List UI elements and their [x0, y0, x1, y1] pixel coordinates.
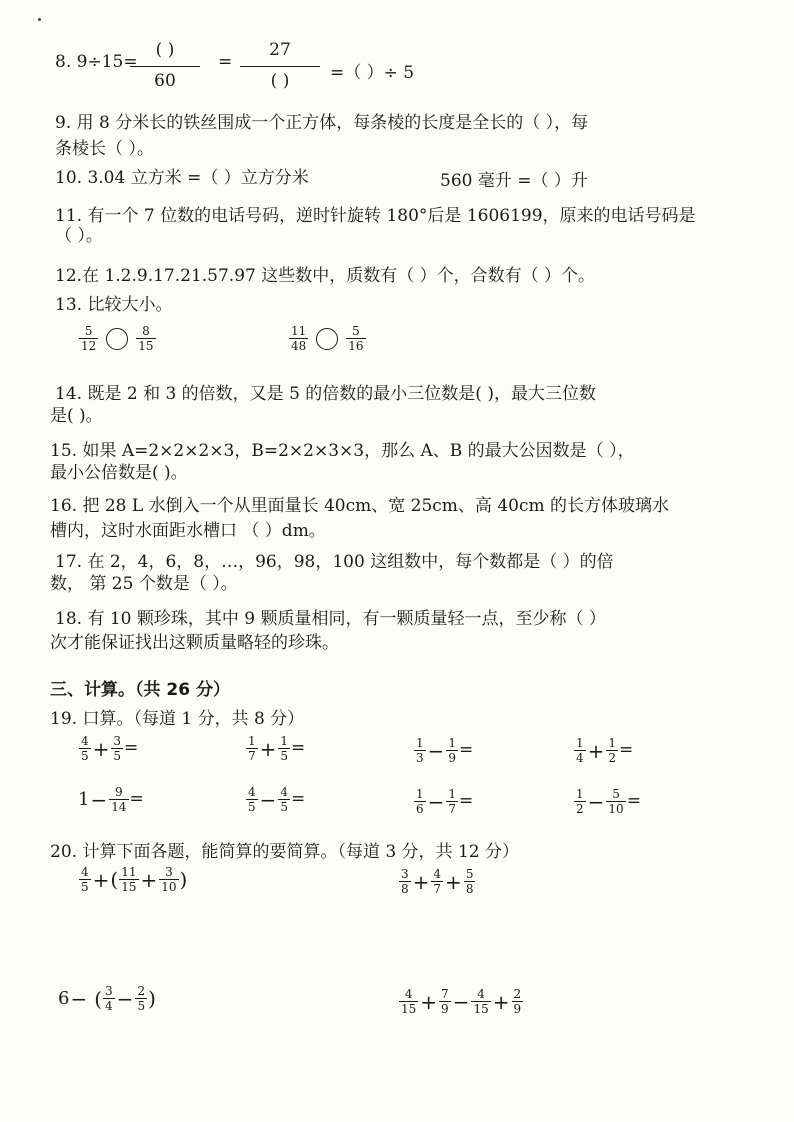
q14-line1: 14. 既是 2 和 3 的倍数，又是 5 的倍数的最小三位数是( )，最大三位数 — [55, 384, 596, 404]
q20-expression-3: 6− ( $\frac{3}{4}$ − $\frac{2}{5}$ ) — [58, 984, 156, 1013]
q8-fraction-2 — [240, 40, 320, 91]
q19-item-4: $\frac{1}{4}$ + $\frac{1}{2}$ = — [576, 736, 634, 765]
q19-item-5: 1− $\frac{9}{14}$ = — [78, 785, 144, 814]
q20-expression-1: $\frac{4}{5}$ +( $\frac{11}{15}$ + $\frac{3}{10}$ ) — [81, 865, 188, 894]
q16-line2: 槽内，这时水面距水槽口 （ ）dm。 — [50, 521, 326, 541]
q13-title: 13. 比较大小。 — [55, 295, 173, 315]
q9-line1: 9. 用 8 分米长的铁丝围成一个正方体，每条棱的长度是全长的（ ），每 — [55, 113, 589, 133]
q19-item-8: $\frac{1}{2}$ − $\frac{5}{10}$ = — [576, 787, 641, 816]
fraction: $\frac{5}{12}$ — [81, 324, 97, 353]
q10-part1: 10. 3.04 立方米 =（ ）立方分米 — [55, 168, 309, 188]
q19-item-6: $\frac{4}{5}$ − $\frac{4}{5}$ = — [248, 785, 306, 814]
q8-f1-numerator: ( ) — [155, 40, 175, 60]
q10-part2: 560 毫升 =（ ）升 — [440, 171, 588, 191]
q9-line2: 条棱长（ ）。 — [55, 139, 154, 159]
fraction: $\frac{11}{48}$ — [291, 324, 307, 353]
q8-tail: =（ ）÷ 5 — [330, 63, 415, 83]
q16-line1: 16. 把 28 L 水倒入一个从里面量长 40cm、宽 25cm、高 40cm 的长方体玻璃水 — [50, 496, 670, 516]
q8-equals: = — [218, 52, 233, 72]
q19-item-1: $\frac{4}{5}$ + $\frac{3}{5}$ = — [81, 734, 139, 763]
q19-item-7: $\frac{1}{6}$ − $\frac{1}{7}$ = — [416, 787, 474, 816]
fraction: $\frac{5}{16}$ — [348, 324, 364, 353]
q17-line2: 数， 第 25 个数是（ ）。 — [50, 574, 238, 594]
fraction: $\frac{8}{15}$ — [138, 324, 154, 353]
q20-expression-2: $\frac{3}{8}$ + $\frac{4}{7}$ + $\frac{5}{8}$ — [401, 867, 474, 896]
q8-f2-numerator: 27 — [269, 40, 291, 60]
q11-line1: 11. 有一个 7 位数的电话号码，逆时针旋转 180°后是 1606199，原来的电话号码是 — [55, 206, 696, 226]
q8-f2-denominator: ( ) — [270, 71, 290, 91]
q13-compare-2 — [288, 325, 367, 352]
compare-circle[interactable] — [106, 328, 128, 350]
section-3-title: 三、计算。（共 26 分） — [50, 680, 230, 700]
q13-compare-1 — [78, 325, 157, 352]
q20-expression-4: $\frac{4}{15}$ + $\frac{7}{9}$ − $\frac{4}{15}$ + $\frac{2}{9}$ — [401, 987, 522, 1016]
q18-line2: 次才能保证找出这颗质量略轻的珍珠。 — [50, 633, 339, 653]
q19-title: 19. 口算。（每道 1 分，共 8 分） — [50, 709, 305, 729]
q8-f1-denominator: 60 — [154, 71, 176, 91]
q8-lhs: 8. 9÷15= — [55, 52, 138, 72]
q11-line2: （ ）。 — [55, 226, 103, 246]
scan-dot — [38, 18, 41, 21]
q15-line2: 最小公倍数是( )。 — [50, 463, 188, 483]
compare-circle[interactable] — [316, 328, 338, 350]
q8-fraction-1 — [130, 40, 200, 91]
q18-line1: 18. 有 10 颗珍珠，其中 9 颗质量相同，有一颗质量轻一点，至少称（ ） — [55, 609, 606, 629]
q17-line1: 17. 在 2，4，6，8，…，96，98，100 这组数中，每个数都是（ ）的倍 — [55, 552, 614, 572]
q19-item-2: $\frac{1}{7}$ + $\frac{1}{5}$ = — [248, 734, 306, 763]
q12-text: 12.在 1.2.9.17.21.57.97 这些数中，质数有（ ）个，合数有（ ）个。 — [55, 266, 596, 286]
q15-line1: 15. 如果 A=2×2×2×3，B=2×2×3×3，那么 A、B 的最大公因数是（ ）， — [50, 441, 635, 461]
q14-line2: 是( )。 — [50, 406, 103, 426]
q19-item-3: $\frac{1}{3}$ − $\frac{1}{9}$ = — [416, 736, 474, 765]
q20-title: 20. 计算下面各题，能简算的要简算。（每道 3 分，共 12 分） — [50, 842, 520, 862]
